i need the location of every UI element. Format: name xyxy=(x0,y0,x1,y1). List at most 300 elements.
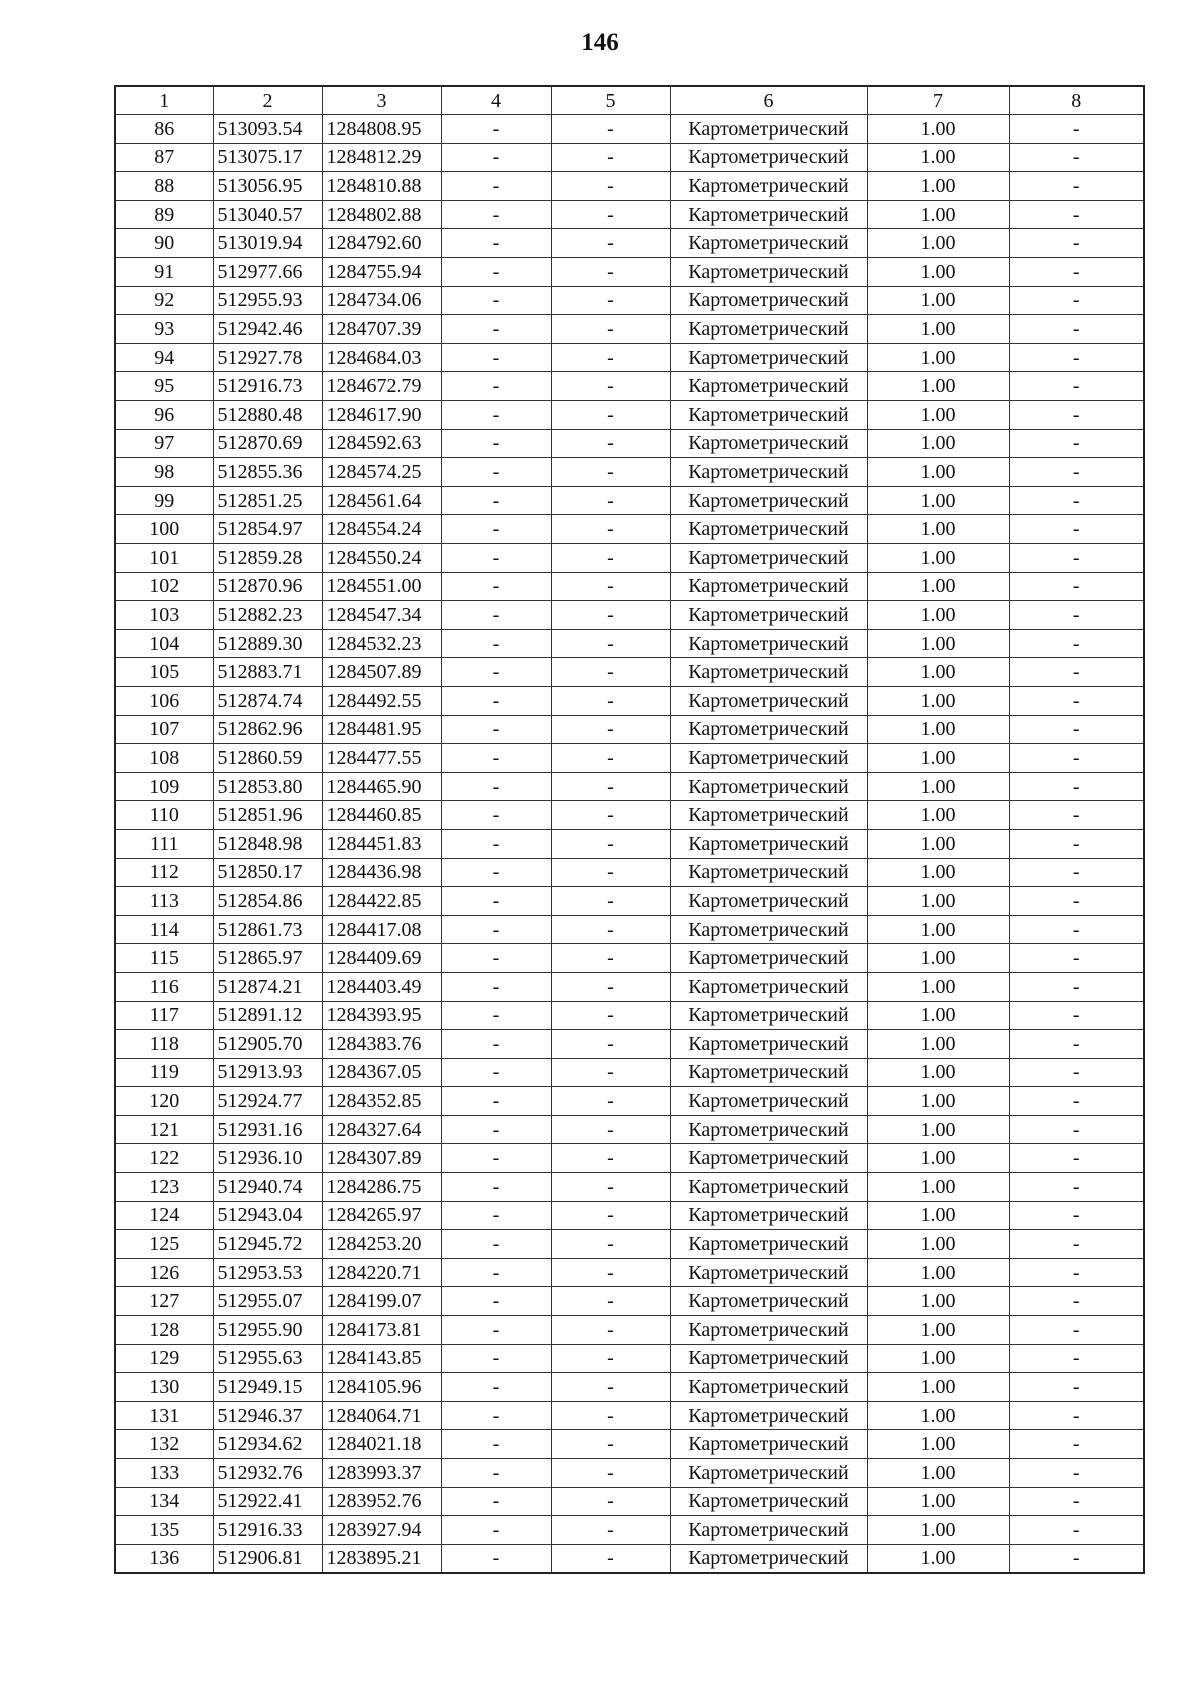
cell-y-coordinate: 1284672.79 xyxy=(322,372,441,401)
cell-col-8: - xyxy=(1009,315,1144,344)
cell-col-8: - xyxy=(1009,258,1144,287)
cell-y-coordinate: 1284492.55 xyxy=(322,686,441,715)
cell-y-coordinate: 1284810.88 xyxy=(322,172,441,201)
cell-col-8: - xyxy=(1009,1144,1144,1173)
cell-accuracy: 1.00 xyxy=(867,858,1009,887)
cell-method: Картометрический xyxy=(670,972,867,1001)
cell-x-coordinate: 513019.94 xyxy=(213,229,322,258)
cell-col-4: - xyxy=(441,115,551,144)
table-row xyxy=(115,744,1144,773)
cell-x-coordinate: 512854.86 xyxy=(213,887,322,916)
cell-col-8: - xyxy=(1009,1544,1144,1573)
table-row xyxy=(115,429,1144,458)
column-header-accuracy: 7 xyxy=(867,86,1009,115)
table-row xyxy=(115,629,1144,658)
cell-y-coordinate: 1284064.71 xyxy=(322,1401,441,1430)
cell-accuracy: 1.00 xyxy=(867,1516,1009,1545)
cell-x-coordinate: 512955.93 xyxy=(213,286,322,315)
cell-accuracy: 1.00 xyxy=(867,1287,1009,1316)
cell-col-8: - xyxy=(1009,143,1144,172)
cell-col-4: - xyxy=(441,601,551,630)
cell-point-number: 120 xyxy=(115,1087,213,1116)
column-header-col-5: 5 xyxy=(551,86,670,115)
cell-y-coordinate: 1284422.85 xyxy=(322,887,441,916)
cell-accuracy: 1.00 xyxy=(867,1030,1009,1059)
cell-x-coordinate: 512874.74 xyxy=(213,686,322,715)
table-row xyxy=(115,1258,1144,1287)
cell-x-coordinate: 512922.41 xyxy=(213,1487,322,1516)
cell-y-coordinate: 1284755.94 xyxy=(322,258,441,287)
cell-col-5: - xyxy=(551,1115,670,1144)
cell-col-8: - xyxy=(1009,1287,1144,1316)
cell-col-8: - xyxy=(1009,429,1144,458)
table-row xyxy=(115,1516,1144,1545)
cell-accuracy: 1.00 xyxy=(867,772,1009,801)
cell-y-coordinate: 1284393.95 xyxy=(322,1001,441,1030)
cell-col-4: - xyxy=(441,629,551,658)
cell-y-coordinate: 1283952.76 xyxy=(322,1487,441,1516)
cell-accuracy: 1.00 xyxy=(867,1173,1009,1202)
cell-col-8: - xyxy=(1009,829,1144,858)
cell-col-8: - xyxy=(1009,915,1144,944)
table-row xyxy=(115,887,1144,916)
cell-x-coordinate: 512851.25 xyxy=(213,486,322,515)
cell-accuracy: 1.00 xyxy=(867,1058,1009,1087)
table-row xyxy=(115,486,1144,515)
cell-method: Картометрический xyxy=(670,1316,867,1345)
cell-point-number: 92 xyxy=(115,286,213,315)
table-row xyxy=(115,572,1144,601)
table-row xyxy=(115,658,1144,687)
cell-method: Картометрический xyxy=(670,1144,867,1173)
cell-point-number: 109 xyxy=(115,772,213,801)
cell-x-coordinate: 512927.78 xyxy=(213,343,322,372)
cell-method: Картометрический xyxy=(670,401,867,430)
cell-x-coordinate: 512977.66 xyxy=(213,258,322,287)
cell-y-coordinate: 1284734.06 xyxy=(322,286,441,315)
cell-method: Картометрический xyxy=(670,601,867,630)
table-row xyxy=(115,944,1144,973)
cell-col-4: - xyxy=(441,372,551,401)
cell-y-coordinate: 1284574.25 xyxy=(322,458,441,487)
cell-col-4: - xyxy=(441,172,551,201)
cell-col-4: - xyxy=(441,944,551,973)
cell-y-coordinate: 1284451.83 xyxy=(322,829,441,858)
cell-col-4: - xyxy=(441,658,551,687)
cell-col-4: - xyxy=(441,887,551,916)
cell-col-4: - xyxy=(441,1401,551,1430)
cell-accuracy: 1.00 xyxy=(867,1459,1009,1488)
table-row xyxy=(115,1287,1144,1316)
cell-y-coordinate: 1284550.24 xyxy=(322,544,441,573)
table-row xyxy=(115,1459,1144,1488)
cell-x-coordinate: 512955.07 xyxy=(213,1287,322,1316)
cell-y-coordinate: 1284532.23 xyxy=(322,629,441,658)
cell-x-coordinate: 512905.70 xyxy=(213,1030,322,1059)
table-row xyxy=(115,1087,1144,1116)
cell-col-8: - xyxy=(1009,1201,1144,1230)
cell-point-number: 86 xyxy=(115,115,213,144)
cell-col-5: - xyxy=(551,601,670,630)
cell-col-5: - xyxy=(551,200,670,229)
cell-col-5: - xyxy=(551,887,670,916)
cell-col-8: - xyxy=(1009,1030,1144,1059)
cell-accuracy: 1.00 xyxy=(867,200,1009,229)
column-header-method: 6 xyxy=(670,86,867,115)
cell-point-number: 105 xyxy=(115,658,213,687)
cell-col-8: - xyxy=(1009,1173,1144,1202)
cell-col-5: - xyxy=(551,486,670,515)
cell-point-number: 123 xyxy=(115,1173,213,1202)
cell-col-5: - xyxy=(551,143,670,172)
cell-x-coordinate: 512851.96 xyxy=(213,801,322,830)
cell-method: Картометрический xyxy=(670,686,867,715)
cell-col-4: - xyxy=(441,286,551,315)
table-row xyxy=(115,915,1144,944)
cell-point-number: 88 xyxy=(115,172,213,201)
cell-col-4: - xyxy=(441,772,551,801)
cell-col-8: - xyxy=(1009,1430,1144,1459)
cell-col-4: - xyxy=(441,343,551,372)
table-row xyxy=(115,229,1144,258)
cell-y-coordinate: 1284409.69 xyxy=(322,944,441,973)
cell-x-coordinate: 512942.46 xyxy=(213,315,322,344)
table-row xyxy=(115,315,1144,344)
cell-accuracy: 1.00 xyxy=(867,601,1009,630)
table-header-row xyxy=(115,86,1144,115)
cell-x-coordinate: 512913.93 xyxy=(213,1058,322,1087)
table-row xyxy=(115,1115,1144,1144)
cell-col-5: - xyxy=(551,1287,670,1316)
cell-method: Картометрический xyxy=(670,858,867,887)
cell-point-number: 91 xyxy=(115,258,213,287)
cell-col-5: - xyxy=(551,944,670,973)
table-row xyxy=(115,1058,1144,1087)
cell-method: Картометрический xyxy=(670,744,867,773)
cell-col-5: - xyxy=(551,401,670,430)
cell-method: Картометрический xyxy=(670,486,867,515)
cell-point-number: 89 xyxy=(115,200,213,229)
table-row xyxy=(115,601,1144,630)
cell-x-coordinate: 512949.15 xyxy=(213,1373,322,1402)
cell-col-8: - xyxy=(1009,715,1144,744)
cell-col-5: - xyxy=(551,744,670,773)
cell-method: Картометрический xyxy=(670,1344,867,1373)
cell-col-4: - xyxy=(441,401,551,430)
cell-point-number: 98 xyxy=(115,458,213,487)
cell-col-5: - xyxy=(551,1201,670,1230)
cell-point-number: 115 xyxy=(115,944,213,973)
cell-accuracy: 1.00 xyxy=(867,458,1009,487)
column-header-y-coordinate: 3 xyxy=(322,86,441,115)
cell-col-8: - xyxy=(1009,229,1144,258)
cell-col-5: - xyxy=(551,801,670,830)
table-row xyxy=(115,829,1144,858)
cell-point-number: 106 xyxy=(115,686,213,715)
cell-x-coordinate: 512916.33 xyxy=(213,1516,322,1545)
cell-col-4: - xyxy=(441,1544,551,1573)
cell-col-8: - xyxy=(1009,343,1144,372)
cell-y-coordinate: 1284436.98 xyxy=(322,858,441,887)
cell-col-5: - xyxy=(551,915,670,944)
cell-col-8: - xyxy=(1009,1316,1144,1345)
cell-accuracy: 1.00 xyxy=(867,1115,1009,1144)
cell-col-8: - xyxy=(1009,544,1144,573)
cell-col-5: - xyxy=(551,1258,670,1287)
cell-col-8: - xyxy=(1009,944,1144,973)
cell-col-5: - xyxy=(551,1544,670,1573)
cell-point-number: 124 xyxy=(115,1201,213,1230)
cell-col-4: - xyxy=(441,801,551,830)
cell-x-coordinate: 512848.98 xyxy=(213,829,322,858)
cell-point-number: 119 xyxy=(115,1058,213,1087)
cell-point-number: 99 xyxy=(115,486,213,515)
cell-method: Картометрический xyxy=(670,1030,867,1059)
column-header-col-8: 8 xyxy=(1009,86,1144,115)
cell-y-coordinate: 1284403.49 xyxy=(322,972,441,1001)
cell-col-5: - xyxy=(551,372,670,401)
cell-col-5: - xyxy=(551,1401,670,1430)
cell-method: Картометрический xyxy=(670,1459,867,1488)
cell-col-8: - xyxy=(1009,1516,1144,1545)
cell-col-4: - xyxy=(441,1487,551,1516)
column-header-x-coordinate: 2 xyxy=(213,86,322,115)
cell-method: Картометрический xyxy=(670,829,867,858)
cell-y-coordinate: 1284199.07 xyxy=(322,1287,441,1316)
cell-col-4: - xyxy=(441,1144,551,1173)
cell-col-5: - xyxy=(551,829,670,858)
cell-point-number: 100 xyxy=(115,515,213,544)
table-row xyxy=(115,458,1144,487)
cell-method: Картометрический xyxy=(670,544,867,573)
cell-method: Картометрический xyxy=(670,1087,867,1116)
cell-x-coordinate: 512945.72 xyxy=(213,1230,322,1259)
cell-method: Картометрический xyxy=(670,1487,867,1516)
cell-col-4: - xyxy=(441,143,551,172)
cell-col-5: - xyxy=(551,1430,670,1459)
cell-x-coordinate: 512874.21 xyxy=(213,972,322,1001)
cell-point-number: 113 xyxy=(115,887,213,916)
cell-method: Картометрический xyxy=(670,458,867,487)
cell-method: Картометрический xyxy=(670,1230,867,1259)
cell-point-number: 90 xyxy=(115,229,213,258)
table-row xyxy=(115,1316,1144,1345)
cell-x-coordinate: 512880.48 xyxy=(213,401,322,430)
cell-point-number: 107 xyxy=(115,715,213,744)
cell-x-coordinate: 512883.71 xyxy=(213,658,322,687)
table-row xyxy=(115,143,1144,172)
table-row xyxy=(115,1201,1144,1230)
cell-y-coordinate: 1284684.03 xyxy=(322,343,441,372)
table-row xyxy=(115,1373,1144,1402)
cell-method: Картометрический xyxy=(670,915,867,944)
cell-x-coordinate: 512882.23 xyxy=(213,601,322,630)
table-row xyxy=(115,258,1144,287)
cell-point-number: 108 xyxy=(115,744,213,773)
cell-method: Картометрический xyxy=(670,258,867,287)
cell-col-4: - xyxy=(441,858,551,887)
cell-point-number: 128 xyxy=(115,1316,213,1345)
cell-point-number: 134 xyxy=(115,1487,213,1516)
cell-col-4: - xyxy=(441,1030,551,1059)
cell-col-5: - xyxy=(551,972,670,1001)
cell-accuracy: 1.00 xyxy=(867,115,1009,144)
cell-col-8: - xyxy=(1009,458,1144,487)
cell-col-8: - xyxy=(1009,486,1144,515)
cell-x-coordinate: 512946.37 xyxy=(213,1401,322,1430)
cell-accuracy: 1.00 xyxy=(867,286,1009,315)
cell-method: Картометрический xyxy=(670,143,867,172)
cell-x-coordinate: 512955.90 xyxy=(213,1316,322,1345)
cell-col-4: - xyxy=(441,486,551,515)
cell-accuracy: 1.00 xyxy=(867,1373,1009,1402)
cell-x-coordinate: 512861.73 xyxy=(213,915,322,944)
cell-accuracy: 1.00 xyxy=(867,572,1009,601)
cell-x-coordinate: 512955.63 xyxy=(213,1344,322,1373)
cell-y-coordinate: 1284477.55 xyxy=(322,744,441,773)
cell-col-8: - xyxy=(1009,801,1144,830)
cell-col-8: - xyxy=(1009,372,1144,401)
cell-accuracy: 1.00 xyxy=(867,1401,1009,1430)
cell-accuracy: 1.00 xyxy=(867,1087,1009,1116)
cell-accuracy: 1.00 xyxy=(867,1487,1009,1516)
cell-col-4: - xyxy=(441,1516,551,1545)
cell-col-4: - xyxy=(441,1173,551,1202)
cell-col-8: - xyxy=(1009,1373,1144,1402)
cell-col-8: - xyxy=(1009,172,1144,201)
cell-col-8: - xyxy=(1009,401,1144,430)
cell-col-5: - xyxy=(551,515,670,544)
table-row xyxy=(115,1344,1144,1373)
cell-x-coordinate: 512916.73 xyxy=(213,372,322,401)
table-row xyxy=(115,372,1144,401)
cell-point-number: 117 xyxy=(115,1001,213,1030)
cell-method: Картометрический xyxy=(670,658,867,687)
cell-point-number: 116 xyxy=(115,972,213,1001)
cell-col-5: - xyxy=(551,115,670,144)
cell-y-coordinate: 1284367.05 xyxy=(322,1058,441,1087)
table-row xyxy=(115,544,1144,573)
cell-x-coordinate: 512936.10 xyxy=(213,1144,322,1173)
cell-col-4: - xyxy=(441,744,551,773)
cell-col-8: - xyxy=(1009,887,1144,916)
cell-accuracy: 1.00 xyxy=(867,1001,1009,1030)
cell-accuracy: 1.00 xyxy=(867,401,1009,430)
cell-col-5: - xyxy=(551,286,670,315)
cell-point-number: 101 xyxy=(115,544,213,573)
cell-col-5: - xyxy=(551,315,670,344)
cell-accuracy: 1.00 xyxy=(867,915,1009,944)
table-row xyxy=(115,1001,1144,1030)
cell-col-4: - xyxy=(441,829,551,858)
cell-col-5: - xyxy=(551,1459,670,1488)
cell-x-coordinate: 512943.04 xyxy=(213,1201,322,1230)
cell-col-4: - xyxy=(441,1115,551,1144)
cell-method: Картометрический xyxy=(670,629,867,658)
cell-method: Картометрический xyxy=(670,315,867,344)
cell-col-5: - xyxy=(551,1001,670,1030)
cell-point-number: 93 xyxy=(115,315,213,344)
cell-y-coordinate: 1283993.37 xyxy=(322,1459,441,1488)
cell-method: Картометрический xyxy=(670,515,867,544)
cell-x-coordinate: 512850.17 xyxy=(213,858,322,887)
cell-col-5: - xyxy=(551,572,670,601)
cell-col-5: - xyxy=(551,1230,670,1259)
cell-col-8: - xyxy=(1009,1459,1144,1488)
cell-y-coordinate: 1284808.95 xyxy=(322,115,441,144)
cell-col-4: - xyxy=(441,972,551,1001)
cell-x-coordinate: 512853.80 xyxy=(213,772,322,801)
cell-y-coordinate: 1284143.85 xyxy=(322,1344,441,1373)
cell-method: Картометрический xyxy=(670,1201,867,1230)
cell-col-5: - xyxy=(551,715,670,744)
cell-col-4: - xyxy=(441,1287,551,1316)
cell-col-8: - xyxy=(1009,1230,1144,1259)
cell-point-number: 125 xyxy=(115,1230,213,1259)
cell-col-5: - xyxy=(551,258,670,287)
cell-x-coordinate: 512870.69 xyxy=(213,429,322,458)
cell-y-coordinate: 1284460.85 xyxy=(322,801,441,830)
cell-y-coordinate: 1283895.21 xyxy=(322,1544,441,1573)
cell-col-4: - xyxy=(441,1373,551,1402)
cell-method: Картометрический xyxy=(670,1258,867,1287)
cell-col-5: - xyxy=(551,686,670,715)
cell-col-4: - xyxy=(441,429,551,458)
cell-method: Картометрический xyxy=(670,286,867,315)
cell-accuracy: 1.00 xyxy=(867,829,1009,858)
cell-col-8: - xyxy=(1009,658,1144,687)
cell-point-number: 112 xyxy=(115,858,213,887)
cell-point-number: 87 xyxy=(115,143,213,172)
cell-col-8: - xyxy=(1009,515,1144,544)
cell-accuracy: 1.00 xyxy=(867,1144,1009,1173)
cell-y-coordinate: 1284417.08 xyxy=(322,915,441,944)
cell-y-coordinate: 1283927.94 xyxy=(322,1516,441,1545)
cell-accuracy: 1.00 xyxy=(867,1201,1009,1230)
cell-col-8: - xyxy=(1009,601,1144,630)
cell-x-coordinate: 513056.95 xyxy=(213,172,322,201)
table-row xyxy=(115,972,1144,1001)
cell-point-number: 135 xyxy=(115,1516,213,1545)
cell-y-coordinate: 1284352.85 xyxy=(322,1087,441,1116)
cell-y-coordinate: 1284265.97 xyxy=(322,1201,441,1230)
cell-accuracy: 1.00 xyxy=(867,887,1009,916)
cell-col-5: - xyxy=(551,1058,670,1087)
cell-method: Картометрический xyxy=(670,1373,867,1402)
cell-accuracy: 1.00 xyxy=(867,515,1009,544)
cell-col-5: - xyxy=(551,1087,670,1116)
page-number: 146 xyxy=(581,29,619,56)
cell-point-number: 127 xyxy=(115,1287,213,1316)
cell-y-coordinate: 1284173.81 xyxy=(322,1316,441,1345)
cell-col-5: - xyxy=(551,429,670,458)
cell-point-number: 121 xyxy=(115,1115,213,1144)
cell-point-number: 133 xyxy=(115,1459,213,1488)
cell-point-number: 103 xyxy=(115,601,213,630)
cell-col-8: - xyxy=(1009,1001,1144,1030)
cell-y-coordinate: 1284592.63 xyxy=(322,429,441,458)
cell-col-8: - xyxy=(1009,744,1144,773)
column-header-point-number: 1 xyxy=(115,86,213,115)
cell-accuracy: 1.00 xyxy=(867,172,1009,201)
cell-accuracy: 1.00 xyxy=(867,944,1009,973)
cell-col-4: - xyxy=(441,544,551,573)
cell-x-coordinate: 512855.36 xyxy=(213,458,322,487)
cell-col-4: - xyxy=(441,686,551,715)
cell-y-coordinate: 1284253.20 xyxy=(322,1230,441,1259)
cell-method: Картометрический xyxy=(670,1287,867,1316)
cell-x-coordinate: 512865.97 xyxy=(213,944,322,973)
